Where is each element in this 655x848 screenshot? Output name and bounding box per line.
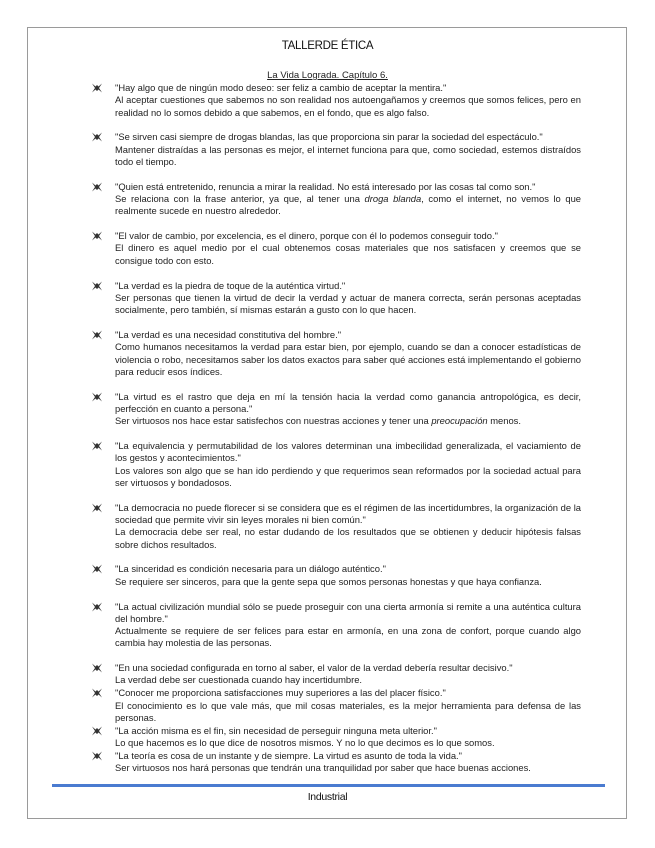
comment-text: [115, 576, 581, 588]
x-bullet-icon: [91, 329, 103, 341]
comment-text: [115, 341, 581, 378]
comment-segment: Al aceptar cuestiones que sabemos no son realidad nos autoengañamos y creemos que somos felices, pero en realidad no lo somos debido a que sabemos, en el fondo, que es algo falso.: [115, 94, 581, 118]
list-item: [115, 82, 581, 119]
x-bullet-icon: [91, 601, 103, 613]
comment-segment: La verdad debe ser cuestionada cuando hay incertidumbre.: [115, 674, 363, 686]
comment-emphasis: preocupación: [431, 415, 488, 427]
list-item: [115, 601, 581, 650]
list-item: [115, 687, 581, 724]
comment-text: [115, 674, 581, 686]
comment-segment: El dinero es aquel medio por el cual obtenemos cosas materiales que nos satisfacen y creemos que se consigue todo con esto.: [115, 242, 581, 266]
quote-text: "La acción misma es el fin, sin necesidad de perseguir ninguna meta ulterior.": [115, 724, 437, 736]
comment-text: [115, 526, 581, 551]
comment-segment: Actualmente se requiere de ser felices para estar en armonía, en una zona de confort, porque cuando algo cambia hay molestia de las personas.: [115, 625, 581, 649]
list-item: [115, 750, 581, 775]
comment-segment: Ser virtuosos nos hará personas que tendrán una tranquilidad por saber que hace buenas acciones.: [115, 762, 531, 774]
x-bullet-icon: [91, 563, 103, 575]
comment-segment: Se relaciona con la frase anterior, ya que, al tener una: [115, 193, 365, 205]
x-bullet-icon: [91, 725, 103, 737]
list-item: [115, 280, 581, 317]
comment-text: [115, 625, 581, 650]
x-bullet-icon: [91, 440, 103, 452]
comment-segment: La democracia debe ser real, no estar dudando de los resultados que se obtienen y deducir hipótesis falsas sobre dichos resultados.: [115, 526, 581, 550]
quote-text: "Conocer me proporciona satisfacciones muy superiores a las del placer físico.": [115, 687, 446, 699]
footer-label: Industrial: [307, 791, 348, 803]
comment-segment: Mantener distraídas a las personas es mejor, el internet funciona para que, como sociedad, estemos distraídos todo el tiempo.: [115, 143, 581, 167]
quote-text: "El valor de cambio, por excelencia, es el dinero, porque con él lo podemos conseguir todo.": [115, 230, 498, 242]
comment-text: [115, 144, 581, 169]
comment-segment: El conocimiento es lo que vale más, que mil cosas materiales, es la mejor herramienta para defensa de las personas.: [115, 699, 581, 723]
quote-text: "La equivalencia y permutabilidad de los valores determinan una imbecilidad generalizada, el vaciamiento de los gestos y acontecimientos.": [115, 440, 581, 464]
comment-text: [115, 415, 581, 427]
comment-segment: Los valores son algo que se han ido perdiendo y que requerimos sean reformados por la sociedad actual para ser virtuosos y bondadosos.: [115, 464, 581, 488]
comment-segment: Ser personas que tienen la virtud de decir la verdad y actuar de manera correcta, serán personas aceptadas socialmente, pero también, sí mismas estarán a gusto con lo que hacen.: [115, 291, 581, 316]
comment-segment: , como el internet, no vemos lo que realmente sucede en nuestro alrededor.: [115, 193, 581, 217]
list-item: [115, 329, 581, 378]
x-bullet-icon: [91, 131, 103, 143]
quote-text: "La democracia no puede florecer si se considera que es el régimen de las incertidumbres, la organización de la sociedad que permite vivir sin leyes morales ni bien común.": [115, 501, 581, 526]
document-subtitle: La Vida Lograda. Capítulo 6.: [267, 70, 388, 81]
quote-text: "La verdad es la piedra de toque de la auténtica virtud.": [115, 279, 346, 291]
list-item: [115, 662, 581, 687]
quote-list: [115, 82, 581, 775]
x-bullet-icon: [91, 181, 103, 193]
footer-rule: [52, 784, 605, 787]
x-bullet-icon: [91, 82, 103, 94]
list-item: [115, 502, 581, 551]
quote-text: "La virtud es el rastro que deja en mí la tensión hacia la verdad como ganancia antropológica, es decir, perfección en cuanto a persona.": [115, 390, 581, 414]
document-title: TALLERDE ÉTICA: [281, 40, 374, 52]
x-bullet-icon: [91, 750, 103, 762]
quote-text: "Hay algo que de ningún modo deseo: ser feliz a cambio de aceptar la mentira.": [115, 82, 447, 93]
quote-text: "Se sirven casi siempre de drogas blandas, las que proporciona sin parar la sociedad del espectáculo.": [115, 131, 543, 143]
x-bullet-icon: [91, 230, 103, 242]
quote-text: "La teoría es cosa de un instante y de siempre. La virtud es asunto de toda la vida.": [115, 749, 462, 761]
list-item: [115, 391, 581, 428]
comment-text: [115, 94, 581, 119]
comment-segment: Se requiere ser sinceros, para que la gente sepa que somos personas honestas y que haya confianza.: [115, 575, 542, 587]
comment-emphasis: droga blanda: [364, 193, 422, 205]
quote-text: "La actual civilización mundial sólo se puede proseguir con una cierta armonía si remite a una auténtica cultura del hombre.": [115, 600, 581, 624]
comment-text: [115, 737, 581, 749]
quote-text: "La sinceridad es condición necesaria para un diálogo auténtico.": [115, 563, 386, 575]
x-bullet-icon: [91, 280, 103, 292]
comment-text: [115, 465, 581, 490]
comment-text: [115, 762, 581, 774]
comment-text: [115, 193, 581, 218]
x-bullet-icon: [91, 502, 103, 514]
list-item: [115, 131, 581, 168]
comment-text: [115, 700, 581, 725]
list-item: [115, 181, 581, 218]
x-bullet-icon: [91, 687, 103, 699]
comment-segment: Como humanos necesitamos la verdad para estar bien, por ejemplo, cuando se dan a conocer estadísticas de violencia o robo, necesitamos saber los datos exactos para saber qué acciones está implementando el gobierno para reducir esos índices.: [115, 341, 581, 377]
quote-text: "Quien está entretenido, renuncia a mirar la realidad. No está interesado por las cosas tal como son.": [115, 180, 536, 192]
x-bullet-icon: [91, 391, 103, 403]
quote-text: "En una sociedad configurada en torno al saber, el valor de la verdad debería resultar decisivo.": [115, 662, 513, 674]
comment-text: [115, 292, 581, 317]
list-item: [115, 440, 581, 489]
list-item: [115, 230, 581, 267]
comment-segment: Ser virtuosos nos hace estar satisfechos con nuestras acciones y tener una: [115, 415, 432, 427]
list-item: [115, 563, 581, 588]
comment-segment: menos.: [487, 415, 521, 427]
list-item: [115, 725, 581, 750]
quote-text: "La verdad es una necesidad constitutiva del hombre.": [115, 328, 342, 340]
comment-text: [115, 242, 581, 267]
comment-segment: Lo que hacemos es lo que dice de nosotros mismos. Y no lo que decimos es lo que somos.: [115, 736, 495, 748]
x-bullet-icon: [91, 662, 103, 674]
